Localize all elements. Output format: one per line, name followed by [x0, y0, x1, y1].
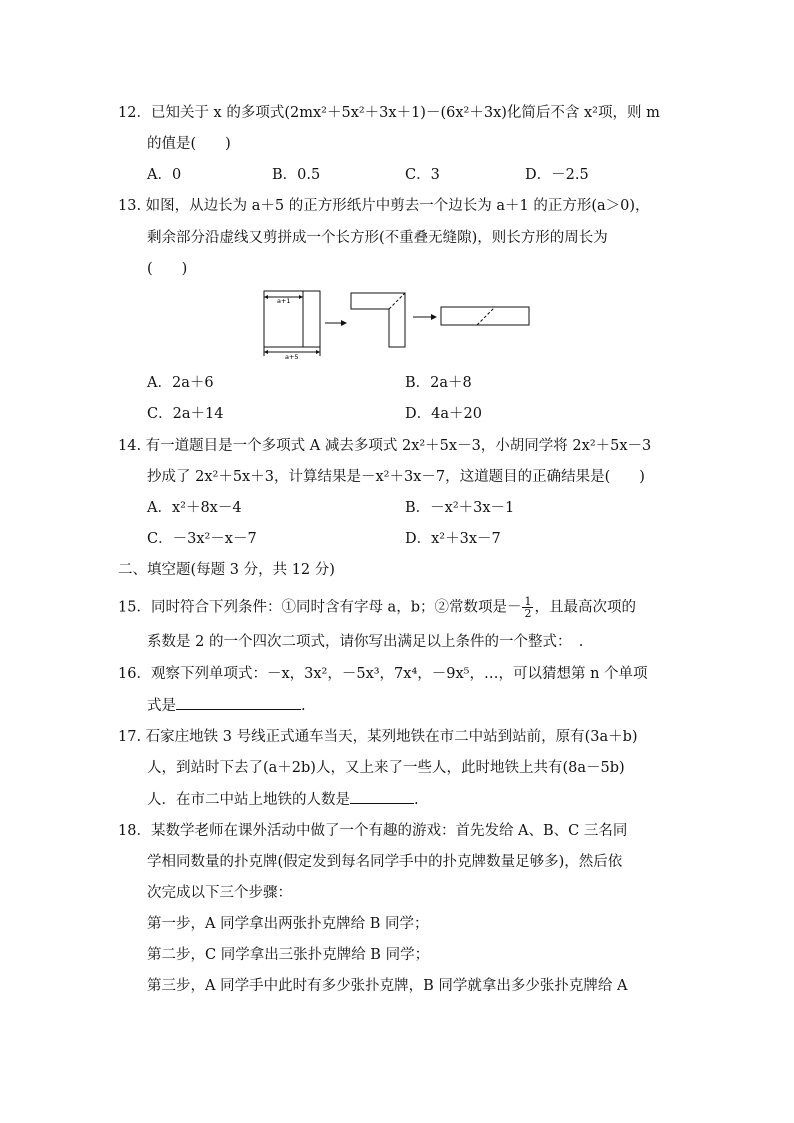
q13-option-d: D．4a＋20: [405, 406, 482, 422]
q14-line1: 14. 有一道题目是一个多项式 A 减去多项式 2x²＋5x－3，小胡同学将 2x²＋5x－3: [118, 438, 652, 454]
result-rectangle: [441, 307, 529, 325]
q13-figure: [255, 285, 540, 360]
answer-blank[interactable]: [350, 789, 414, 804]
q13-line2: 剩余部分沿虚线又剪拼成一个长方形(不重叠无缝隙)，则长方形的周长为: [147, 230, 608, 246]
q14-option-c: C．－3x²－x－7: [147, 531, 257, 547]
arrow-right-icon: [341, 320, 347, 326]
q12-line2: 的值是( ): [147, 136, 231, 152]
answer-blank[interactable]: [176, 695, 301, 710]
q12-option-c: C．3: [405, 167, 440, 183]
q16-line2: [147, 695, 306, 716]
q18-line3: 次完成以下三个步骤：: [147, 885, 292, 901]
q14-option-b: B．－x²＋3x－1: [405, 500, 515, 516]
q13-line1: 13. 如图，从边长为 a＋5 的正方形纸片中剪去一个边长为 a＋1 的正方形(a＞0)，: [118, 198, 650, 214]
q12-line1: 12．已知关于 x 的多项式(2mx²＋5x²＋3x＋1)－(6x²＋3x)化简后不含 x²项，则 m: [118, 105, 660, 121]
q17-line2: 人，到站时下去了(a＋2b)人，又上来了一些人，此时地铁上共有(8a－5b): [147, 760, 625, 776]
fraction-denominator: 2: [524, 607, 532, 620]
q14-option-a: A．x²＋8x－4: [147, 500, 242, 516]
arrow-right-icon: [431, 314, 437, 320]
label-a-plus-5: a+5: [285, 353, 299, 360]
fraction: [522, 596, 533, 619]
q14-line2: 抄成了 2x²＋5x＋3，计算结果是－x²＋3x－7，这道题目的正确结果是( ): [147, 469, 645, 485]
q13-option-a: A．2a＋6: [147, 375, 214, 391]
q18-line2: 学相同数量的扑克牌(假定发到每名同学手中的扑克牌数量足够多)，然后依: [147, 854, 623, 870]
q15-line1-tail: ，且最高次项的: [534, 599, 636, 616]
q16-line1: 16．观察下列单项式：－x，3x²，－5x³，7x⁴，－9x⁵，…，可以猜想第 n 个单项: [118, 666, 648, 682]
label-a-plus-1: a+1: [277, 297, 291, 305]
q18-step2: 第二步，C 同学拿出三张扑克牌给 B 同学；: [147, 947, 430, 963]
q17-line3: [147, 789, 419, 810]
q18-step3: 第三步，A 同学手中此时有多少张扑克牌，B 同学就拿出多少张扑克牌给 A: [147, 978, 628, 994]
q18-step1: 第一步，A 同学拿出两张扑克牌给 B 同学；: [147, 916, 429, 932]
q12-option-d: D．－2.5: [525, 167, 589, 183]
q16-line2-text: 式是: [147, 698, 176, 714]
q13-option-b: B．2a＋8: [405, 375, 472, 391]
q12-option-a: A．0: [147, 167, 182, 183]
fraction-numerator: 1: [524, 595, 532, 608]
big-square: [264, 291, 320, 347]
q14-option-d: D．x²＋3x－7: [405, 531, 501, 547]
q15-line1-text: 15．同时符合下列条件：①同时含有字母 a，b；②常数项是－: [118, 599, 522, 616]
q15-line2: 系数是 2 的一个四次二项式，请你写出满足以上条件的一个整式： .: [147, 634, 584, 650]
q17-period: .: [414, 792, 419, 808]
q12-option-b: B．0.5: [272, 167, 321, 183]
section-title: 二、填空题(每题 3 分，共 12 分): [118, 562, 335, 578]
q17-line1: 17. 石家庄地铁 3 号线正式通车当天，某列地铁在市二中站到站前，原有(3a＋b): [118, 729, 638, 745]
q15-line1: [118, 596, 636, 619]
q17-line3-text: 人．在市二中站上地铁的人数是: [147, 792, 350, 808]
q16-period: .: [301, 698, 306, 714]
q18-line1: 18．某数学老师在课外活动中做了一个有趣的游戏：首先发给 A、B、C 三名同: [118, 823, 628, 839]
q13-option-c: C．2a＋14: [147, 406, 224, 422]
q13-line3: ( ): [147, 261, 188, 277]
